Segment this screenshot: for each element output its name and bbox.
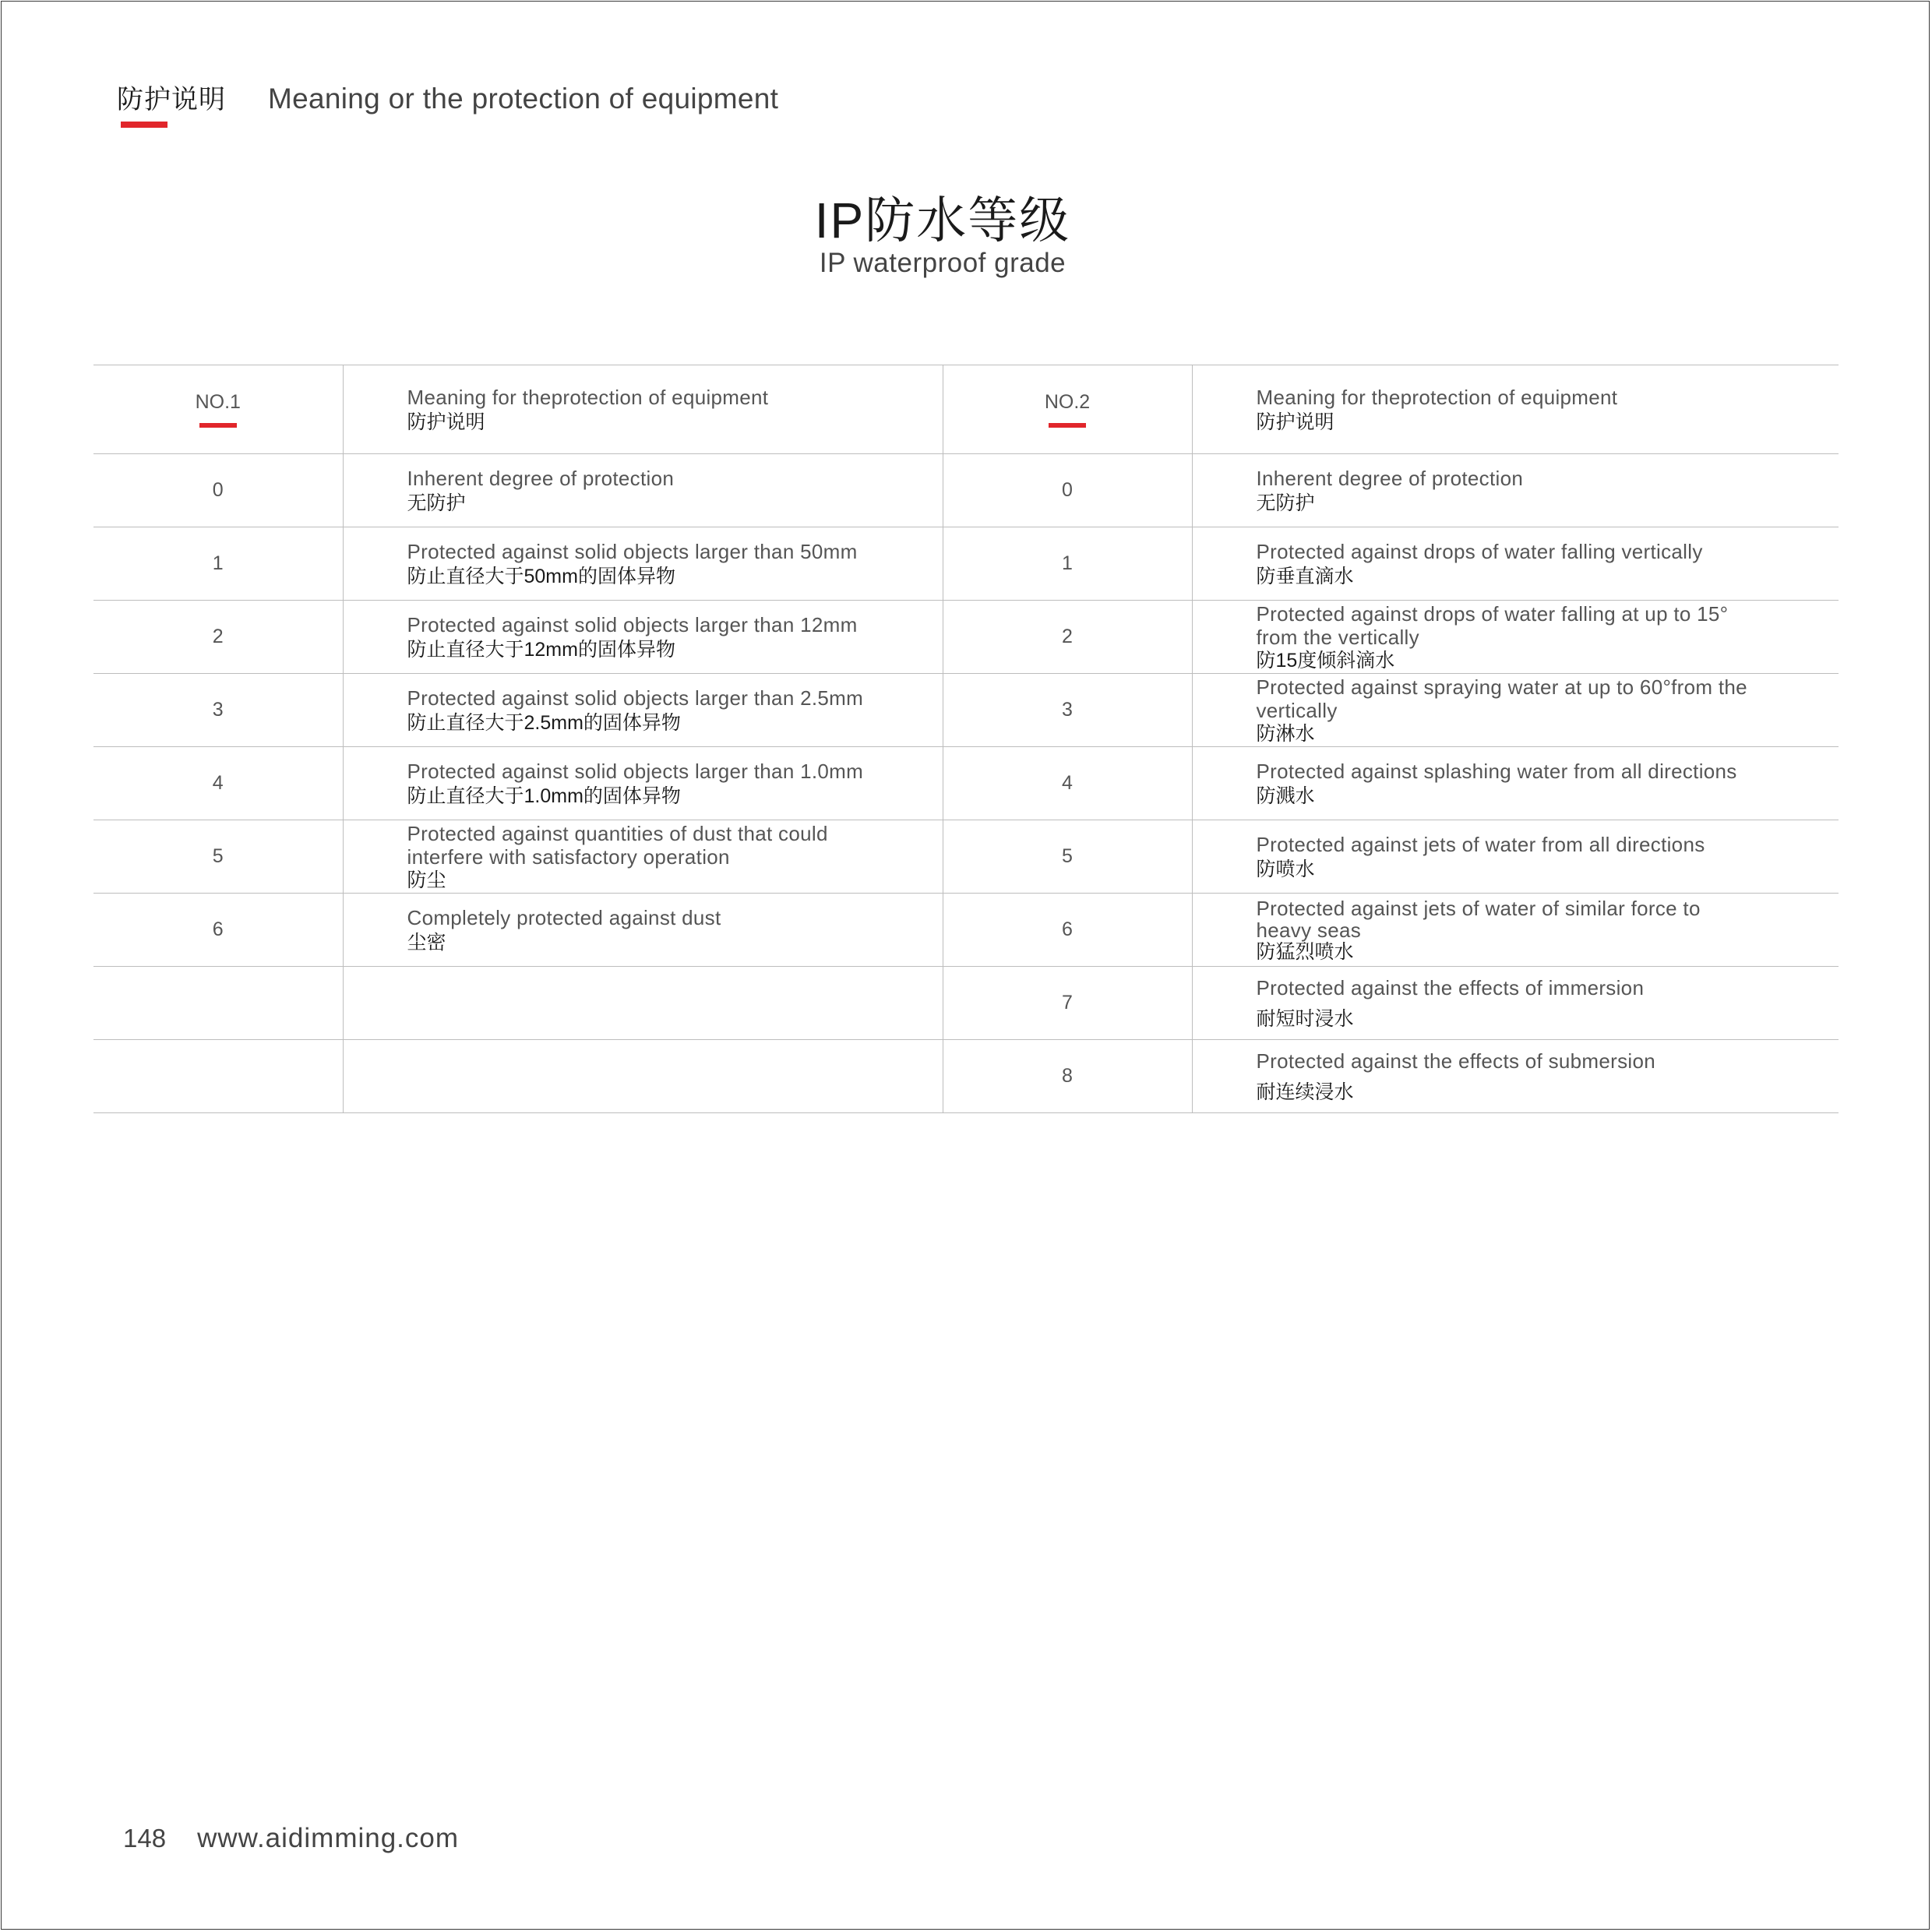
table-row — [93, 820, 1839, 894]
no2-cell: 4 — [943, 747, 1192, 820]
desc1-zh: 防止直径大于2.5mm的固体异物 — [407, 711, 681, 734]
header-desc2-en: Meaning for theprotection of equipment — [1256, 385, 1618, 409]
page-footer — [123, 1823, 459, 1854]
desc2-en: Protected against splashing water from all directions — [1256, 759, 1737, 783]
no1-cell: 3 — [93, 674, 343, 747]
desc2-en: Protected against jets of water of similar force to heavy seas — [1256, 896, 1701, 942]
desc1-cell — [343, 894, 943, 967]
desc2-cell — [1192, 674, 1839, 747]
desc2-cell — [1192, 820, 1839, 894]
desc2-zh: 耐连续浸水 — [1256, 1081, 1354, 1103]
no2-cell: 2 — [943, 601, 1192, 674]
desc2-cell — [1192, 747, 1839, 820]
desc2-en: Protected against drops of water falling at up to 15° from the vertically — [1256, 601, 1729, 649]
desc1-cell — [343, 747, 943, 820]
no2-cell: 0 — [943, 454, 1192, 527]
desc1-cell — [343, 674, 943, 747]
table-row — [93, 454, 1839, 527]
desc2-zh: 耐短时浸水 — [1256, 1007, 1354, 1030]
desc1-en: Protected against solid objects larger than 2.5mm — [407, 686, 864, 710]
desc2-en: Inherent degree of protection — [1256, 466, 1524, 490]
no2-cell: 3 — [943, 674, 1192, 747]
section-title-underline — [121, 122, 167, 128]
ip-grade-table — [93, 365, 1839, 1113]
desc1-zh: 无防护 — [407, 492, 466, 514]
desc1-cell — [343, 1040, 943, 1113]
page-number: 148 — [123, 1824, 167, 1853]
page-title: IP防水等级 — [814, 192, 1071, 249]
desc2-cell — [1192, 1040, 1839, 1113]
desc2-en: Protected against drops of water falling vertically — [1256, 539, 1703, 563]
desc2-zh: 防猛烈喷水 — [1256, 940, 1354, 963]
desc2-zh: 防垂直滴水 — [1256, 565, 1354, 587]
website-link[interactable]: www.aidimming.com — [197, 1823, 460, 1853]
header-desc2-zh: 防护说明 — [1256, 411, 1334, 433]
desc2-zh: 无防护 — [1256, 492, 1315, 514]
table-row — [93, 527, 1839, 601]
desc1-cell — [343, 601, 943, 674]
desc2-cell — [1192, 454, 1839, 527]
desc1-en: Protected against quantities of dust that could interfere with satisfactory operation — [407, 821, 828, 869]
header-desc2-cell — [1192, 365, 1839, 454]
desc1-en: Protected against solid objects larger than 1.0mm — [407, 759, 864, 783]
no1-cell: 4 — [93, 747, 343, 820]
desc1-cell — [343, 454, 943, 527]
page-subtitle: IP waterproof grade — [819, 248, 1066, 278]
table-row — [93, 967, 1839, 1040]
desc2-zh: 防溅水 — [1256, 784, 1315, 807]
desc2-zh: 防15度倾斜滴水 — [1256, 649, 1395, 672]
desc1-zh: 防止直径大于1.0mm的固体异物 — [407, 784, 681, 807]
no2-cell: 7 — [943, 967, 1192, 1040]
desc1-en: Protected against solid objects larger than 50mm — [407, 539, 858, 563]
desc2-cell — [1192, 894, 1839, 967]
no2-cell: 6 — [943, 894, 1192, 967]
header-no1-label: NO.1 — [195, 391, 241, 413]
desc2-cell — [1192, 527, 1839, 601]
no1-cell — [93, 1040, 343, 1113]
no2-cell: 5 — [943, 820, 1192, 894]
table-row — [93, 894, 1839, 967]
header-no2-underline — [1049, 423, 1086, 428]
desc2-en: Protected against spraying water at up to 60°from the vertically — [1256, 675, 1747, 722]
desc1-cell — [343, 820, 943, 894]
desc2-en: Protected against jets of water from all directions — [1256, 832, 1705, 856]
header-no2-label: NO.2 — [1044, 391, 1091, 413]
no1-cell: 0 — [93, 454, 343, 527]
desc2-en: Protected against the effects of immersion — [1256, 975, 1645, 999]
no1-cell — [93, 967, 343, 1040]
table-row — [93, 747, 1839, 820]
desc1-en: Inherent degree of protection — [407, 466, 675, 490]
section-title-en: Meaning or the protection of equipment — [268, 83, 779, 115]
header-desc1-zh: 防护说明 — [407, 411, 485, 433]
header-no2-cell — [943, 365, 1192, 454]
desc2-zh: 防喷水 — [1256, 858, 1315, 880]
section-title-zh: 防护说明 — [117, 85, 226, 115]
desc2-en: Protected against the effects of submersion — [1256, 1049, 1655, 1073]
desc2-cell — [1192, 967, 1839, 1040]
no1-cell: 6 — [93, 894, 343, 967]
desc1-zh: 防止直径大于50mm的固体异物 — [407, 565, 675, 587]
no1-cell: 2 — [93, 601, 343, 674]
desc1-en: Completely protected against dust — [407, 905, 721, 929]
desc2-cell — [1192, 601, 1839, 674]
header-no1-cell — [93, 365, 343, 454]
table-header-row — [93, 365, 1839, 454]
desc2-zh: 防淋水 — [1256, 722, 1315, 745]
desc1-zh: 防止直径大于12mm的固体异物 — [407, 638, 675, 661]
no1-cell: 1 — [93, 527, 343, 601]
desc1-en: Protected against solid objects larger than 12mm — [407, 612, 858, 636]
table-row — [93, 674, 1839, 747]
section-header — [117, 78, 778, 132]
header-desc1-en: Meaning for theprotection of equipment — [407, 385, 769, 409]
table-row — [93, 601, 1839, 674]
desc1-cell — [343, 527, 943, 601]
table-row — [93, 1040, 1839, 1113]
desc1-cell — [343, 967, 943, 1040]
desc1-zh: 防尘 — [407, 869, 446, 891]
header-desc1-cell — [343, 365, 943, 454]
desc1-zh: 尘密 — [407, 931, 446, 954]
header-no1-underline — [199, 423, 237, 428]
no1-cell: 5 — [93, 820, 343, 894]
no2-cell: 1 — [943, 527, 1192, 601]
no2-cell: 8 — [943, 1040, 1192, 1113]
